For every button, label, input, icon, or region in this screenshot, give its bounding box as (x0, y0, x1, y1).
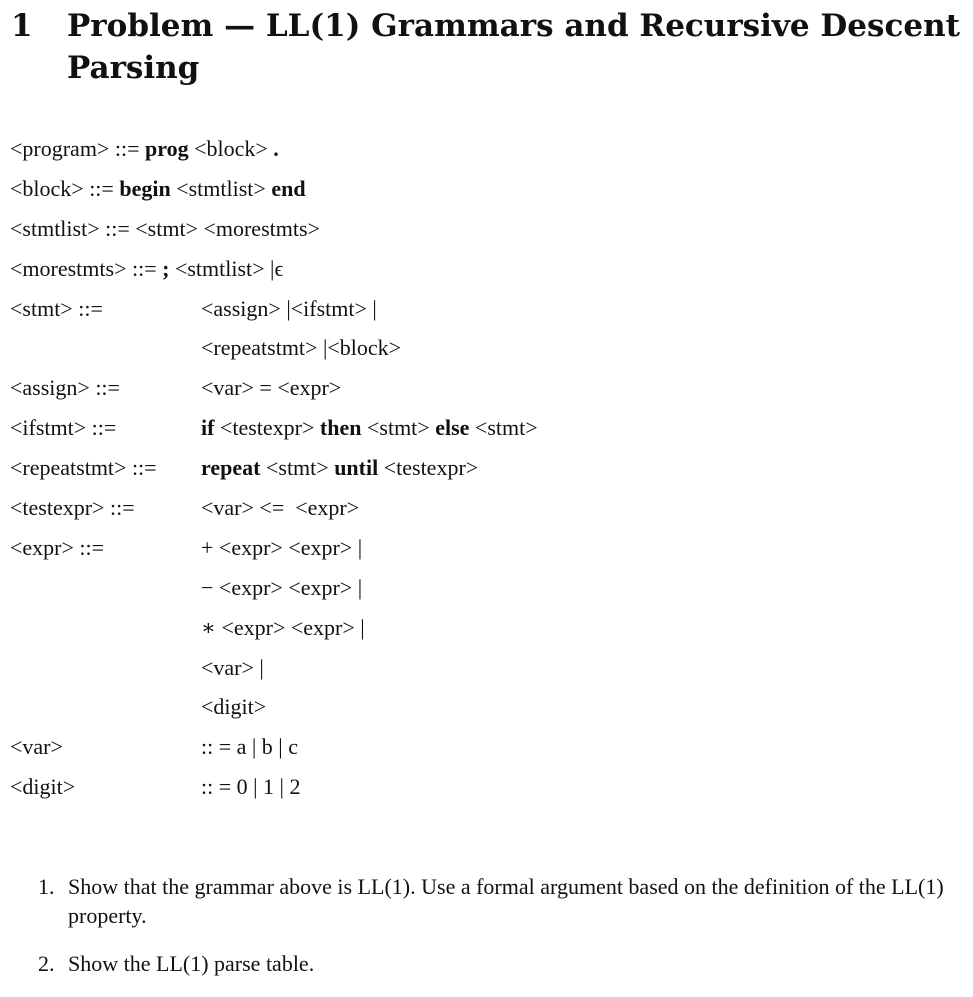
question-list (38, 872, 968, 997)
question-item (38, 872, 968, 930)
rule-morestmts (10, 256, 970, 296)
nonterminal: <stmt> (265, 455, 329, 481)
rule-testexpr (10, 495, 970, 535)
rule-rhs: ∗ <expr> <expr> | (201, 614, 365, 640)
rule-rhs: <assign> |<ifstmt> | (201, 295, 377, 321)
keyword: repeat (201, 455, 261, 481)
rule-stmt-continued (10, 335, 970, 375)
nonterminal: <stmt> (366, 415, 430, 441)
section-number: 1 (11, 8, 33, 44)
keyword: ; (162, 255, 170, 281)
rule-rhs: − <expr> <expr> | (201, 574, 363, 600)
keyword: . (273, 136, 279, 161)
rule-lhs: <ifstmt> ::= (10, 415, 117, 441)
rule-rhs: <digit> (201, 694, 267, 720)
rule-stmt (10, 296, 970, 336)
keyword: else (435, 415, 470, 441)
keyword: end (271, 175, 306, 201)
rule-lhs: <expr> ::= (10, 534, 105, 560)
keyword: then (319, 415, 362, 441)
rule-assign (10, 375, 970, 415)
rule-rhs: <var> = <expr> (201, 375, 342, 401)
rule-lhs: <testexpr> ::= (10, 495, 135, 521)
section-title-continued: Parsing (67, 50, 200, 86)
rule-lhs: <stmt> ::= (10, 295, 103, 321)
keyword: begin (119, 175, 171, 201)
rule-rhs: <var> <= <expr> (201, 495, 360, 521)
rule-digit (10, 774, 970, 814)
rule-lhs: <var> (10, 734, 63, 760)
rule-lhs: <assign> ::= (10, 375, 120, 401)
question-number: 2. (38, 951, 55, 976)
rule-program (10, 136, 970, 176)
rule-expr-alt (10, 615, 970, 655)
question-text: Show that the grammar above is LL(1). Use a formal argument based on the definition of the LL(1) property. (68, 874, 944, 928)
rule-lhs: <repeatstmt> ::= (10, 455, 157, 481)
rule-expr-alt (10, 694, 970, 734)
rule-rhs (201, 455, 478, 481)
rule-lhs: <digit> (10, 774, 76, 800)
rule-rhs (201, 415, 538, 441)
keyword: if (201, 415, 215, 441)
nonterminal: <testexpr> (219, 415, 315, 441)
rule-lhs: <morestmts> ::= (10, 255, 157, 281)
nonterminal: <testexpr> (383, 455, 479, 481)
section-title: Problem — LL(1) Grammars and Recursive Descent (67, 8, 960, 44)
rule-rhs: <var> | (201, 654, 264, 680)
rule-ifstmt (10, 415, 970, 455)
rule-rhs: + <expr> <expr> | (201, 534, 363, 560)
rule-expr (10, 535, 970, 575)
rule-lhs: <stmtlist> ::= (10, 215, 130, 241)
rule-expr-alt (10, 655, 970, 695)
keyword: until (334, 455, 379, 481)
grammar-block (10, 136, 970, 814)
nonterminal: <stmtlist> |ϵ (174, 255, 284, 281)
nonterminal: <block> (194, 136, 268, 161)
rule-lhs: <block> ::= (10, 175, 114, 201)
rule-rhs: :: = a | b | c (201, 734, 298, 760)
nonterminal: <stmt> <morestmts> (135, 215, 320, 241)
rule-var (10, 734, 970, 774)
rule-lhs: <program> ::= (10, 136, 140, 161)
rule-stmtlist (10, 216, 970, 256)
question-item (38, 949, 968, 978)
question-number: 1. (38, 874, 55, 899)
rule-repeatstmt (10, 455, 970, 495)
question-text: Show the LL(1) parse table. (68, 951, 315, 976)
rule-rhs: <repeatstmt> |<block> (201, 335, 402, 361)
nonterminal: <stmt> (474, 415, 538, 441)
rule-rhs: :: = 0 | 1 | 2 (201, 774, 301, 800)
nonterminal: <stmtlist> (176, 175, 266, 201)
rule-expr-alt (10, 575, 970, 615)
rule-block (10, 176, 970, 216)
keyword: prog (144, 136, 189, 161)
